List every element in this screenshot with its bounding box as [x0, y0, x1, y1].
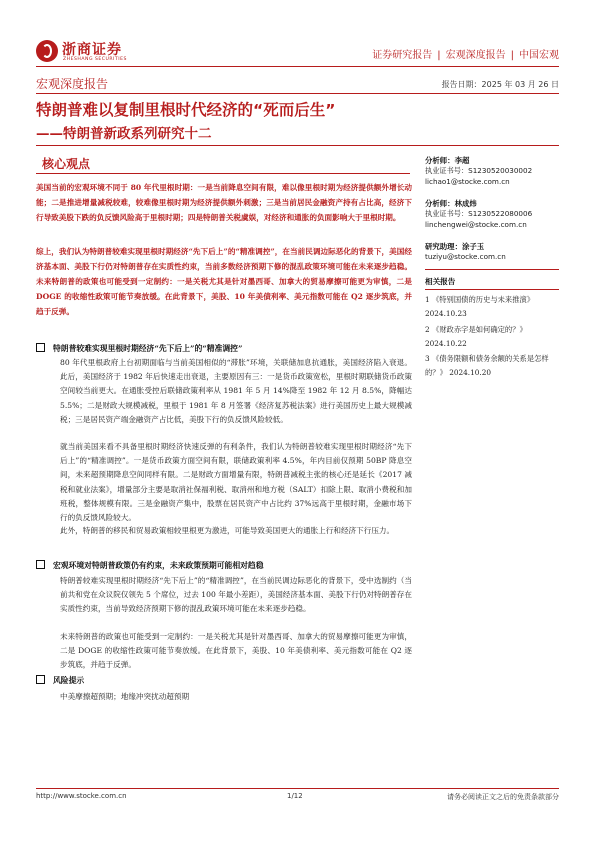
related-reports-heading: 相关报告 [425, 277, 456, 286]
related-report-link[interactable]: 2 《财政赤字是如何确定的？》 2024.10.22 [425, 325, 527, 348]
assistant-name: 涂子玉 [461, 242, 485, 251]
analyst-role: 分析师： [425, 199, 455, 208]
logo-mark-icon [36, 40, 58, 62]
footer-disclaimer: 请务必阅读正文之后的免责条款部分 [447, 793, 559, 801]
title-divider-top [36, 93, 559, 94]
analyst-email[interactable]: linchengwei@stocke.com.cn [425, 219, 527, 229]
section-heading-text: 风险提示 [53, 676, 85, 685]
logo-text-cn: 浙商证券 [62, 42, 122, 58]
header-divider [36, 66, 559, 67]
checkbox-bullet-icon [36, 675, 45, 684]
page-title: 特朗普难以复制里根时代经济的“死而后生” [36, 101, 336, 119]
core-view-paragraph: 美国当前的宏观环境不同于 80 年代里根时期：一是当前降息空间有限，难以像里根时期为经济提供额外增长动能；二是推进增量减税较难，较难像里根时期为经济提供额外刺激；三是当前居民金融资产持有占比高，经济下行导致美股下跌的负反馈风险高于里根时期；四是特朗普关税虞娱，对经济和通胀的负面影响大于里根时期。 [36, 183, 412, 222]
report-date: 报告日期：2025 年 03 月 26 日 [441, 80, 559, 89]
section-paragraph: 就当前美国来看不具备里根时期经济快速反弹的有利条件，我们认为特朗普较难实现里根时期经济“先下后上”的“精准调控”。一是货币政策方面空间有限，联储政策利率 4.5%，年内目前仅预期 50BP 降息空间，未来超预期降息空间同样有限。二是财政方面增量有限，特朗普减税主张的核心还是延长《2017 减税和就业法案》，增量部分主要是取消社保福利税、取消州和地方税（SALT）扣除上限、取消小费税和加班税，整体规模有限。三是金融资产集中，股票在居民资产中占比约 37%远高于里根时期，金融市场下行的负反馈风险较大。 [60, 442, 412, 523]
related-report-link[interactable]: 3 《债务限额和债务余额的关系是怎样的？》 2024.10.20 [425, 354, 549, 377]
header-nav-item: 宏观深度报告 [445, 50, 506, 61]
analyst-name: 李超 [454, 156, 470, 165]
analyst-name: 林成炜 [454, 199, 477, 208]
section-paragraph: 此外，特朗普的移民和贸易政策相较里根更为激进，可能导致美国更大的通胀上行和经济下行压力。 [60, 526, 395, 535]
footer-website-link[interactable]: http://www.stocke.com.cn [36, 792, 127, 800]
header-nav-item: 证券研究报告 [372, 50, 433, 61]
header-separator: | [437, 50, 441, 61]
checkbox-bullet-icon [36, 343, 45, 352]
core-view-heading: 核心观点 [42, 157, 91, 171]
section-heading-text: 宏观环境对特朗普政策仍有约束，未来政策预期可能相对趋稳 [53, 561, 264, 570]
assistant-role: 研究助理： [425, 242, 462, 251]
analyst-card [425, 198, 559, 230]
section-paragraph: 特朗普较难实现里根时期经济“先下后上”的“精准调控”，在当前民调边际恶化的背景下，受中选制约（当前共和党在众议院仅领先 5 个席位，过去 100 年最小差距），美国经济基本面、美股下行仍对特朗普存在实质性约束，当前导致经济预期下修的混乱政策环境可能在未来逐步趋稳。 [60, 576, 412, 614]
analyst-cert: 执业证书号：S1230520030002 [425, 166, 533, 175]
analyst-cert: 执业证书号：S1230522080006 [425, 209, 533, 218]
related-report-link[interactable]: 1 《特别国债的历史与未来推演》 2024.10.23 [425, 295, 535, 318]
analyst-card [425, 155, 559, 187]
footer-divider [36, 788, 559, 789]
analyst-email[interactable]: lichao1@stocke.com.cn [425, 176, 510, 186]
related-divider-top [425, 269, 559, 270]
section-paragraph: 中美摩擦超预期；地缘冲突扰动超预期 [60, 692, 190, 701]
header-separator: | [510, 50, 514, 61]
section-paragraph: 未来特朗普的政策也可能受到一定制约：一是关税尤其是针对墨西哥、加拿大的贸易摩擦可能更为审慎，二是 DOGE 的收缩性政策可能节奏放缓。在此背景下，美股、10 年美债利率、美元指数可能在 Q2 逐步筑底，并趋于反弹。 [60, 632, 412, 670]
section-paragraph: 80 年代里根政府上台初期面临与当前美国相似的“滞胀”环境，关联储加息抗通胀，美国经济陷入衰退。此后，美国经济于 1982 年后快速走出衰退，主要原因有三：一是货币政策宽松，里根时期联储货币政策空间较当前更大。在通胀受控后联储政策利率从 1981 年 5 月 14%降至 1982 年 12 月 8.5%，降幅达 5.5%；二是财政大规模减税，里根于 1981 年 8 月签署《经济复苏税法案》进行美国历史上最大规模减税；三是居民资产端金融资产占比低，美股下行的负反馈风险较低。 [60, 358, 412, 424]
report-type: 宏观深度报告 [36, 77, 109, 91]
page-number: 1/12 [287, 792, 303, 800]
core-view-paragraph: 综上，我们认为特朗普较难实现里根时期经济“先下后上”的“精准调控”，在当前民调边际恶化的背景下，美国经济基本面、美股下行仍对特朗普存在实质性约束，当前多数经济预期下修的混乱政策环境可能在未来逐步趋稳。未来特朗普的政策也可能受到一定制约：一是关税尤其是针对墨西哥、加拿大的贸易摩擦可能更为审慎，二是 DOGE 的收缩性政策可能节奏放缓。在此背景下，美股、10 年美债利率、美元指数可能在 Q2 逐步筑底，并趋于反弹。 [36, 247, 412, 316]
section-heading [36, 343, 242, 354]
analyst-role: 分析师： [425, 156, 455, 165]
logo-text-en: ZHESHANG SECURITIES [63, 57, 127, 62]
header-nav-item: 中国宏观 [519, 50, 559, 61]
title-divider-bottom [36, 145, 559, 146]
assistant-card [425, 241, 559, 263]
page-subtitle: ——特朗普新政系列研究十二 [36, 126, 212, 142]
related-divider-bottom [425, 289, 559, 290]
core-view-divider [36, 173, 410, 174]
assistant-email[interactable]: tuziyu@stocke.com.cn [425, 252, 506, 261]
section-heading [36, 675, 84, 686]
company-logo [36, 38, 146, 66]
checkbox-bullet-icon [36, 560, 45, 569]
section-heading [36, 560, 264, 571]
header-category-nav [372, 46, 559, 61]
section-heading-text: 特朗普较难实现里根时期经济“先下后上”的“精准调控” [53, 344, 243, 353]
